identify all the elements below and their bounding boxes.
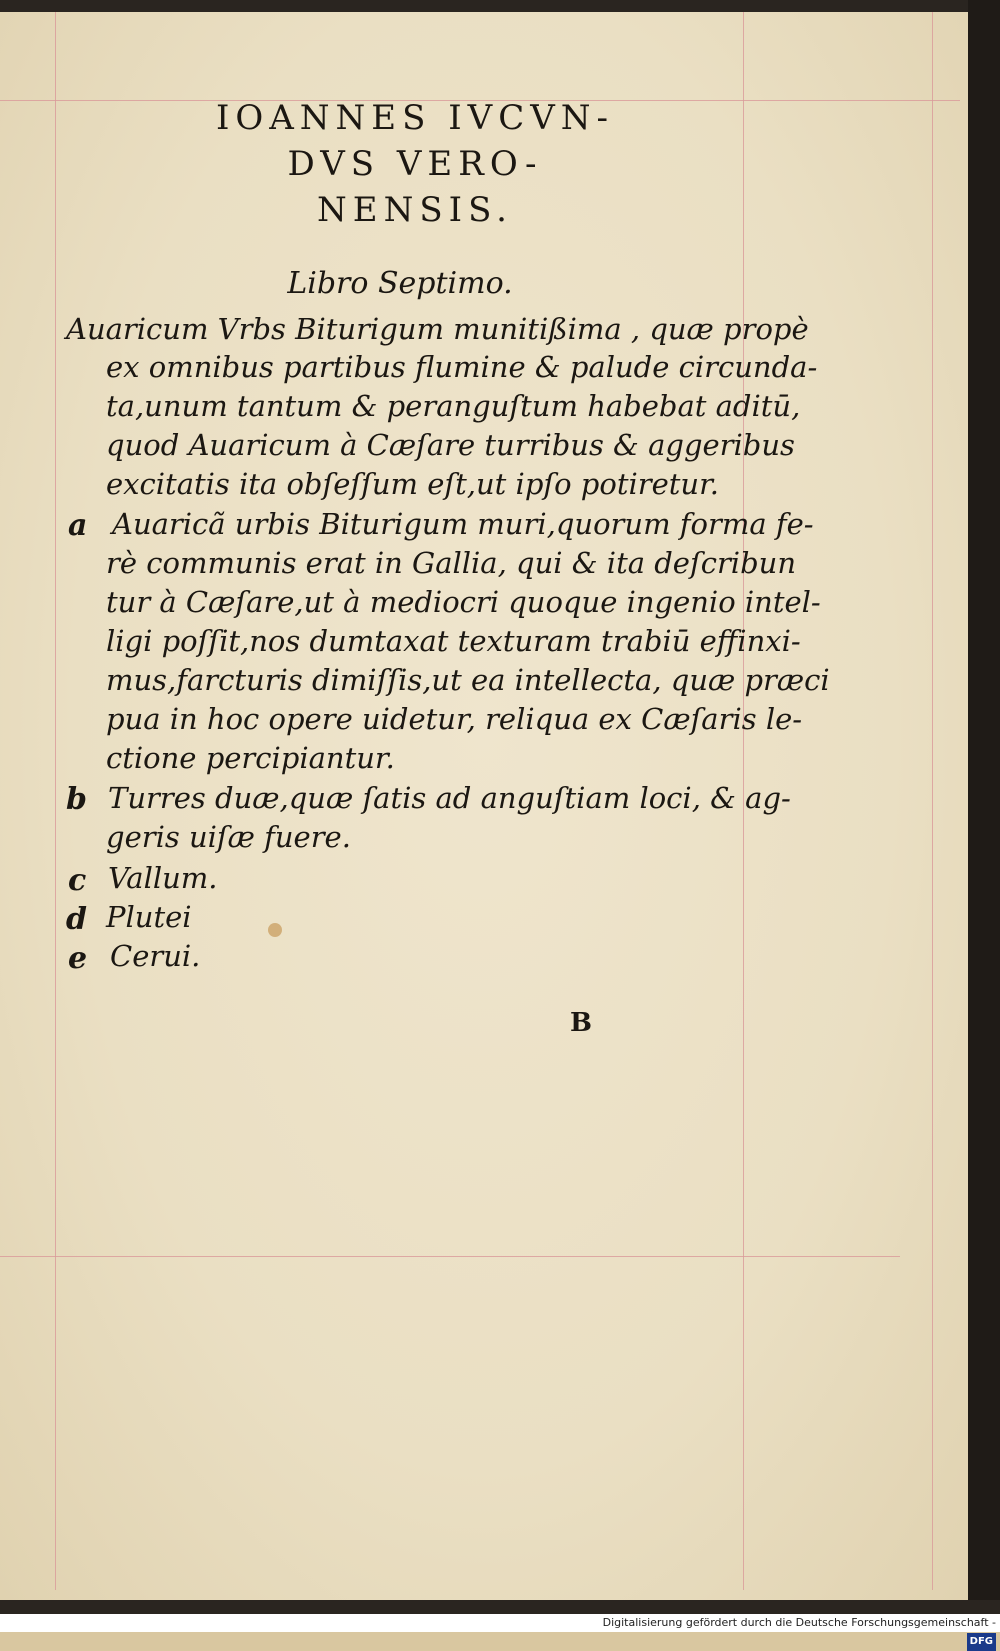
body-line: Auaricã urbis Biturigum muri,quorum forma fe- <box>112 507 814 541</box>
ruling-line <box>932 12 933 1590</box>
figure-marker-b: b <box>66 782 87 817</box>
figure-marker-e: e <box>68 941 88 976</box>
body-line: geris uiſæ fuere. <box>106 820 351 854</box>
figure-marker-d: d <box>66 902 87 937</box>
body-line: tur à Cæſare,ut à mediocri quoque ingenio intel- <box>106 585 821 619</box>
scan-border-right <box>968 0 1000 1632</box>
heading-line-2: DVS VERO- <box>287 144 543 184</box>
body-line: Vallum. <box>108 861 218 895</box>
body-line: Auaricum Vrbs Biturigum munitißima , quæ propè <box>66 312 809 346</box>
funding-footer <box>600 1614 1000 1647</box>
body-line: pua in hoc opere uidetur, reliqua ex Cæſaris le- <box>106 702 803 736</box>
signature-mark: B <box>570 1008 592 1038</box>
body-line: ta,unum tantum & peranguſtum habebat aditū, <box>106 389 801 423</box>
body-line: ctione percipiantur. <box>106 741 395 775</box>
body-line: quod Auaricum à Cæſare turribus & aggeribus <box>106 428 795 462</box>
body-line: excitatis ita obſeſſum eſt,ut ipſo potiretur. <box>106 467 719 501</box>
body-line: Plutei <box>106 900 192 934</box>
paper-stain <box>268 923 282 937</box>
body-line: ligi poſſit,nos dumtaxat texturam trabiū effinxi- <box>106 624 801 658</box>
body-line: ex omnibus partibus flumine & palude circunda- <box>106 350 818 384</box>
heading-line-3: NENSIS. <box>317 190 513 230</box>
scan-border-bottom <box>0 1600 1000 1614</box>
dfg-logo: DFG <box>967 1633 996 1651</box>
funding-text: Digitalisierung gefördert durch die Deutsche Forschungsgemeinschaft - <box>602 1616 996 1629</box>
heading-line-1: IOANNES IVCVN- <box>215 98 615 138</box>
body-line: rè communis erat in Gallia, qui & ita deſcribun <box>106 546 796 580</box>
ruling-line <box>55 12 56 1590</box>
ruling-line <box>0 1256 900 1257</box>
figure-marker-c: c <box>68 863 87 898</box>
book-title: Libro Septimo. <box>287 266 513 301</box>
body-line: mus,farcturis dimiſſis,ut ea intellecta, quæ præci <box>106 663 830 697</box>
body-line: Cerui. <box>110 939 201 973</box>
figure-marker-a: a <box>68 508 88 543</box>
body-line: Turres duæ,quæ ſatis ad anguſtiam loci, & ag- <box>108 781 791 815</box>
